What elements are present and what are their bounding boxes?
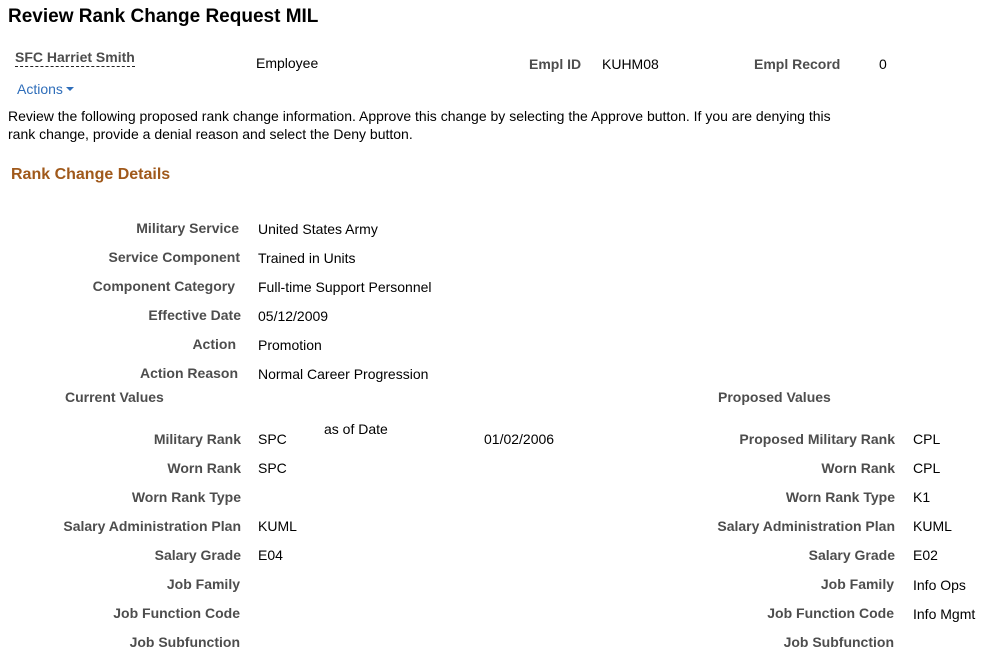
military-service-label: Military Service [136,220,239,236]
effective-date-value: 05/12/2009 [258,308,329,324]
current-salary-grade-label: Salary Grade [154,547,241,563]
caret-down-icon [66,87,74,91]
instructions-text: Review the following proposed rank change information. Approve this change by selecting the Approve button. If you are denying this rank change, provide a denial reason and select the Deny button. [8,108,831,142]
service-component-value: Trained in Units [258,250,356,266]
proposed-worn-rank-type-label: Worn Rank Type [785,489,895,505]
current-worn-rank-value: SPC [258,460,287,476]
page-title: Review Rank Change Request MIL [8,6,319,27]
current-values-title: Current Values [65,389,164,405]
proposed-job-family-label: Job Family [820,576,894,592]
proposed-salary-plan-value: KUML [913,518,952,534]
proposed-job-subfunction-label: Job Subfunction [783,634,894,650]
current-worn-rank-type-label: Worn Rank Type [131,489,241,505]
current-job-family-label: Job Family [166,576,240,592]
proposed-worn-rank-type-value: K1 [913,489,931,505]
current-salary-grade-value: E04 [258,547,283,563]
proposed-military-rank-value: CPL [913,431,941,447]
empl-record-label: Empl Record [754,56,841,72]
action-label: Action [192,336,236,352]
employee-name-link[interactable]: SFC Harriet Smith [15,49,135,65]
empl-record-value: 0 [879,56,887,72]
action-reason-value: Normal Career Progression [258,366,429,382]
component-category-value: Full-time Support Personnel [258,279,432,295]
current-worn-rank-label: Worn Rank [167,460,241,476]
section-title: Rank Change Details [11,166,171,183]
empl-id-value: KUHM08 [602,56,659,72]
action-value: Promotion [258,337,322,353]
proposed-military-rank-label: Proposed Military Rank [739,431,895,447]
proposed-job-function-value: Info Mgmt [913,606,976,622]
current-salary-plan-value: KUML [258,518,297,534]
actions-label: Actions [17,81,63,97]
proposed-job-family-value: Info Ops [913,577,966,593]
as-of-date-label: as of Date [324,421,388,437]
proposed-worn-rank-value: CPL [913,460,941,476]
empl-id-label: Empl ID [529,56,582,72]
service-component-label: Service Component [108,249,240,265]
component-category-label: Component Category [92,278,235,294]
military-service-value: United States Army [258,221,378,237]
proposed-worn-rank-label: Worn Rank [821,460,895,476]
proposed-job-function-label: Job Function Code [767,605,894,621]
proposed-salary-grade-label: Salary Grade [808,547,895,563]
current-job-subfunction-label: Job Subfunction [129,634,240,650]
effective-date-label: Effective Date [148,307,241,323]
current-job-function-label: Job Function Code [113,605,240,621]
action-reason-label: Action Reason [139,365,238,381]
employee-type: Employee [256,55,319,71]
current-military-rank-value: SPC [258,431,287,447]
proposed-salary-plan-label: Salary Administration Plan [717,518,895,534]
current-military-rank-label: Military Rank [153,431,241,447]
proposed-values-title: Proposed Values [718,389,831,405]
as-of-date-value: 01/02/2006 [484,431,555,447]
proposed-salary-grade-value: E02 [913,547,938,563]
actions-menu-button[interactable] [17,81,74,97]
current-salary-plan-label: Salary Administration Plan [63,518,241,534]
